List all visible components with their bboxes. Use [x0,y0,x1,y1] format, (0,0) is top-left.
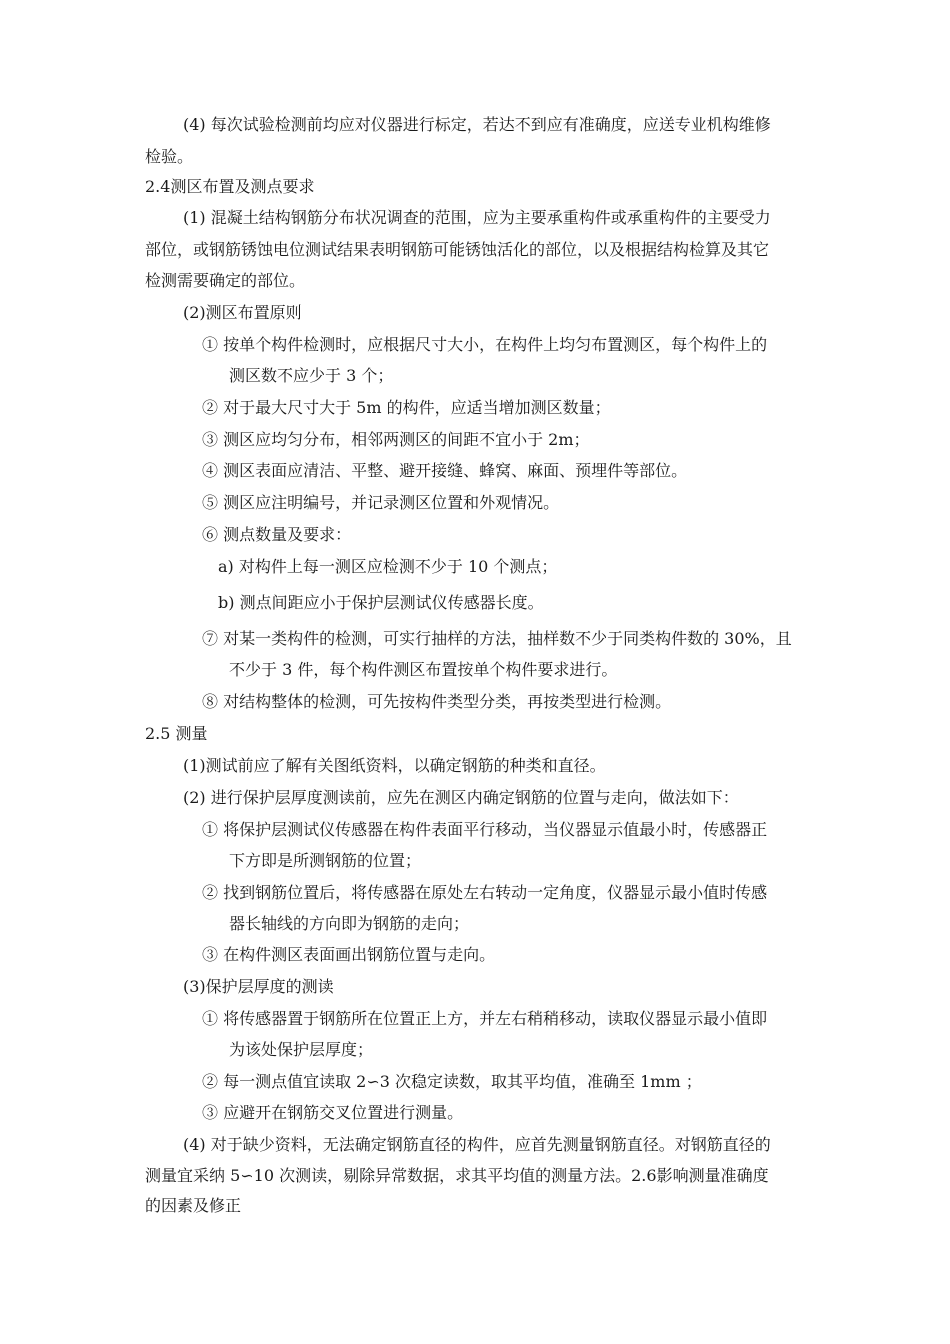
paragraph-line: 检测需要确定的部位。 [145,271,306,290]
subheading: (3)保护层厚度的测读 [183,977,334,996]
list-item: ⑥ 测点数量及要求： [202,525,352,544]
paragraph-line: 测量宜采纳 5∽10 次测读，剔除异常数据，求其平均值的测量方法。2.6影响测量准确度 [145,1166,769,1185]
paragraph-line: (1)测试前应了解有关图纸资料，以确定钢筋的种类和直径。 [183,756,606,775]
list-item: ② 对于最大尺寸大于 5m 的构件，应适当增加测区数量； [202,398,611,417]
paragraph-line: (1) 混凝土结构钢筋分布状况调查的范围，应为主要承重构件或承重构件的主要受力 [183,208,771,227]
list-item: ① 将保护层测试仪传感器在构件表面平行移动，当仪器显示值最小时，传感器正 [202,820,768,839]
list-item: ① 按单个构件检测时，应根据尺寸大小，在构件上均匀布置测区，每个构件上的 [202,335,768,354]
list-item: ⑤ 测区应注明编号，并记录测区位置和外观情况。 [202,493,560,512]
list-item: ③ 测区应均匀分布，相邻两测区的间距不宜小于 2m； [202,430,590,449]
paragraph-line: 的因素及修正 [145,1196,242,1215]
list-item-continuation: 测区数不应少于 3 个； [229,366,394,385]
paragraph-line: (4) 每次试验检测前均应对仪器进行标定，若达不到应有准确度，应送专业机构维修 [183,115,771,134]
list-item: ④ 测区表面应清洁、平整、避开接缝、蜂窝、麻面、预埋件等部位。 [202,461,688,480]
list-item: ③ 应避开在钢筋交叉位置进行测量。 [202,1103,464,1122]
section-heading-2-4: 2.4测区布置及测点要求 [145,177,315,196]
sub-list-item: a) 对构件上每一测区应检测不少于 10 个测点； [218,557,558,576]
list-item: ⑧ 对结构整体的检测，可先按构件类型分类，再按类型进行检测。 [202,692,672,711]
paragraph-line: 部位，或钢筋锈蚀电位测试结果表明钢筋可能锈蚀活化的部位，以及根据结构检算及其它 [145,240,770,259]
sub-list-item: b) 测点间距应小于保护层测试仪传感器长度。 [218,593,544,612]
paragraph-line: (2) 进行保护层厚度测读前，应先在测区内确定钢筋的位置与走向，做法如下： [183,788,739,807]
list-item: ② 找到钢筋位置后，将传感器在原处左右转动一定角度，仪器显示最小值时传感 [202,883,768,902]
list-item: ⑦ 对某一类构件的检测，可实行抽样的方法，抽样数不少于同类构件数的 30%，且 [202,629,792,648]
paragraph-line: (4) 对于缺少资料，无法确定钢筋直径的构件，应首先测量钢筋直径。对钢筋直径的 [183,1135,771,1154]
list-item-continuation: 为该处保护层厚度； [229,1040,374,1059]
section-heading-2-5: 2.5 测量 [145,724,208,743]
list-item-continuation: 器长轴线的方向即为钢筋的走向； [229,914,470,933]
list-item: ① 将传感器置于钢筋所在位置正上方，并左右稍稍移动，读取仪器显示最小值即 [202,1009,768,1028]
list-item: ② 每一测点值宜读取 2∽3 次稳定读数，取其平均值，准确至 1mm ； [202,1072,702,1091]
list-item-continuation: 不少于 3 件，每个构件测区布置按单个构件要求进行。 [229,660,618,679]
paragraph-line: 检验。 [145,147,194,166]
subheading: (2)测区布置原则 [183,303,302,322]
list-item-continuation: 下方即是所测钢筋的位置； [229,851,422,870]
list-item: ③ 在构件测区表面画出钢筋位置与走向。 [202,945,496,964]
